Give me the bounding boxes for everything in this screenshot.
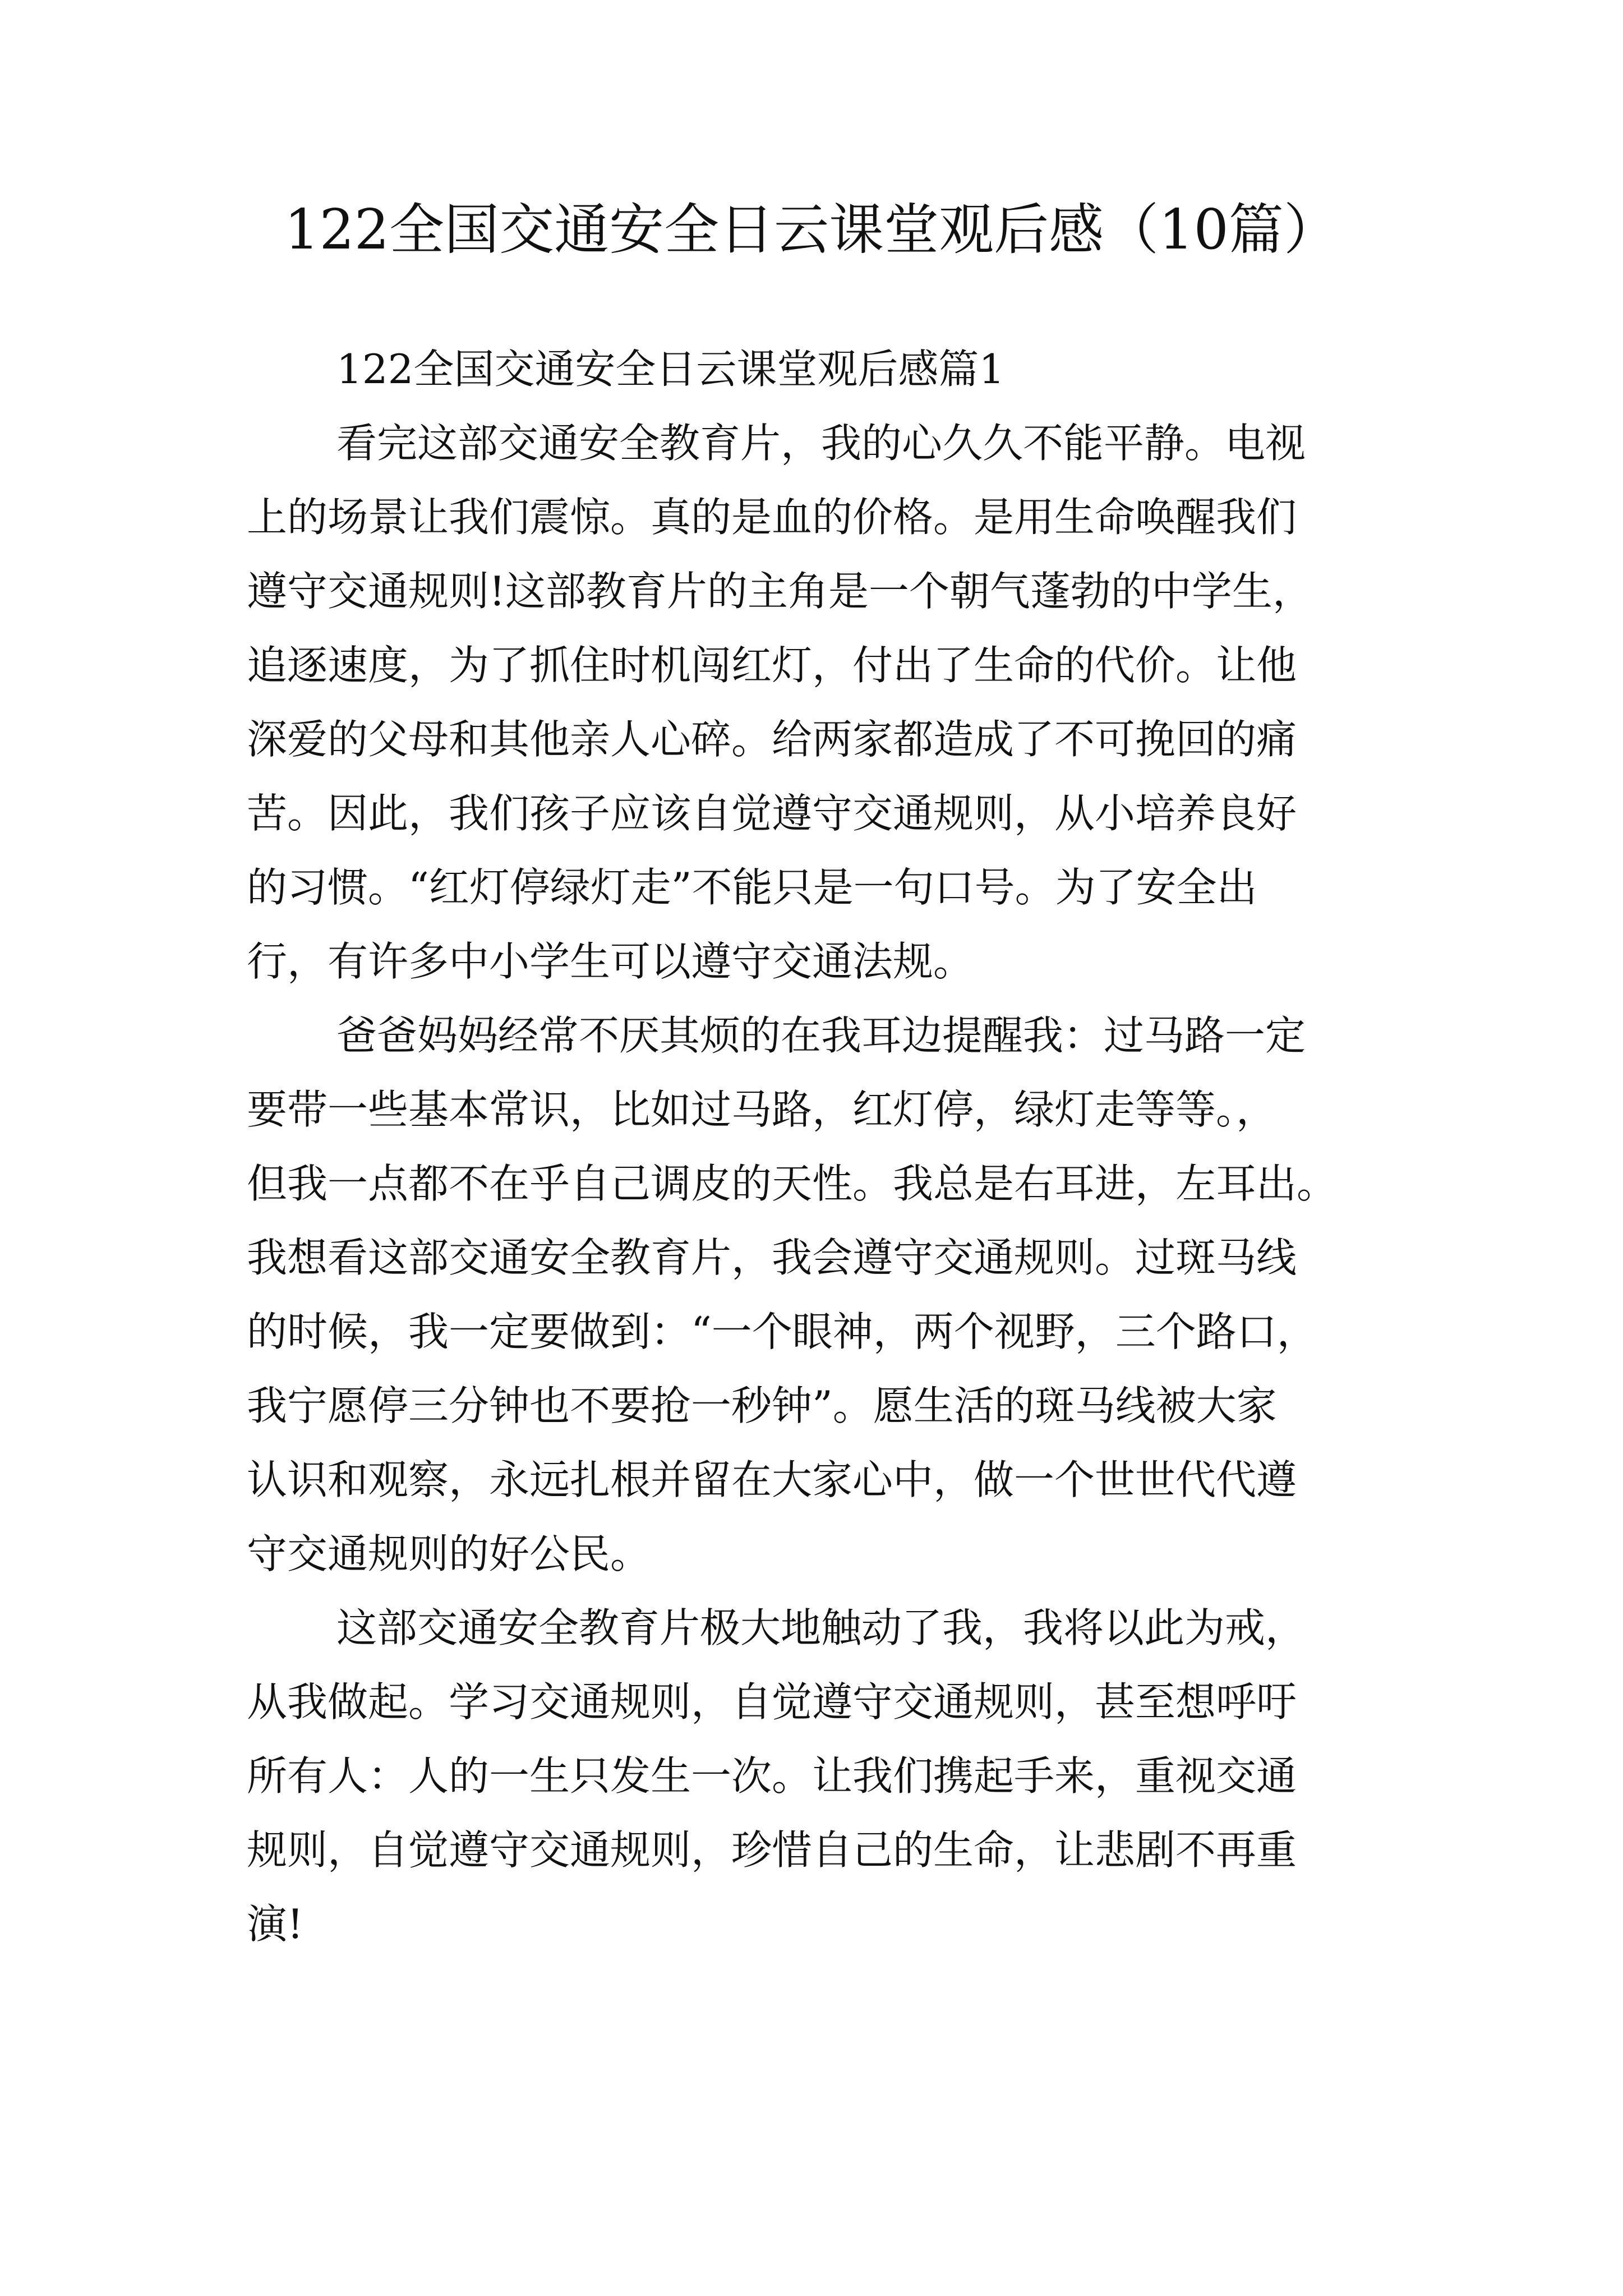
paragraph-line: 上的场景让我们震惊。真的是血的价格。是用生命唤醒我们 [247, 494, 1297, 541]
paragraph-1 [247, 406, 1380, 999]
paragraph-line: 的时候，我一定要做到：“一个眼神，两个视野，三个路口， [247, 1308, 1317, 1355]
paragraph-line: 演! [247, 1901, 303, 1948]
paragraph-line: 苦。因此，我们孩子应该自觉遵守交通规则，从小培养良好 [247, 790, 1297, 837]
paragraph-line: 规则，自觉遵守交通规则，珍惜自己的生命，让悲剧不再重 [247, 1826, 1297, 1874]
paragraph-line: 认识和观察，永远扎根并留在大家心中，做一个世世代代遵 [247, 1456, 1297, 1503]
document-title: 122全国交通安全日云课堂观后感（10篇） [284, 198, 1339, 262]
paragraph-line: 所有人：人的一生只发生一次。让我们携起手来，重视交通 [247, 1752, 1297, 1800]
section-heading: 122全国交通安全日云课堂观后感篇1 [336, 346, 1005, 393]
paragraph-line: 看完这部交通安全教育片，我的心久久不能平静。电视 [336, 420, 1306, 467]
paragraph-line: 遵守交通规则!这部教育片的主角是一个朝气蓬勃的中学生， [247, 568, 1313, 615]
paragraph-line: 从我做起。学习交通规则，自觉遵守交通规则，甚至想呼吁 [247, 1678, 1297, 1726]
paragraph-line: 的习惯。“红灯停绿灯走”不能只是一句口号。为了安全出 [247, 864, 1257, 911]
paragraph-line: 要带一些基本常识，比如过马路，红灯停，绿灯走等等。， [247, 1086, 1277, 1133]
paragraph-line: 这部交通安全教育片极大地触动了我，我将以此为戒， [336, 1604, 1306, 1651]
paragraph-line: 我想看这部交通安全教育片，我会遵守交通规则。过斑马线 [247, 1234, 1297, 1281]
paragraph-line: 深爱的父母和其他亲人心碎。给两家都造成了不可挽回的痛 [247, 716, 1297, 763]
paragraph-line: 我宁愿停三分钟也不要抢一秒钟”。愿生活的斑马线被大家 [247, 1382, 1277, 1429]
paragraph-line: 但我一点都不在乎自己调皮的天性。我总是右耳进，左耳出。 [247, 1160, 1338, 1207]
document-body [247, 332, 1380, 1961]
paragraph-line: 追逐速度，为了抓住时机闯红灯，付出了生命的代价。让他 [247, 642, 1297, 689]
paragraph-line: 守交通规则的好公民。 [247, 1530, 651, 1577]
paragraph-line: 行，有许多中小学生可以遵守交通法规。 [247, 938, 974, 985]
paragraph-line: 爸爸妈妈经常不厌其烦的在我耳边提醒我：过马路一定 [336, 1012, 1306, 1059]
paragraph-2 [247, 999, 1380, 1591]
paragraph-3 [247, 1591, 1380, 1961]
